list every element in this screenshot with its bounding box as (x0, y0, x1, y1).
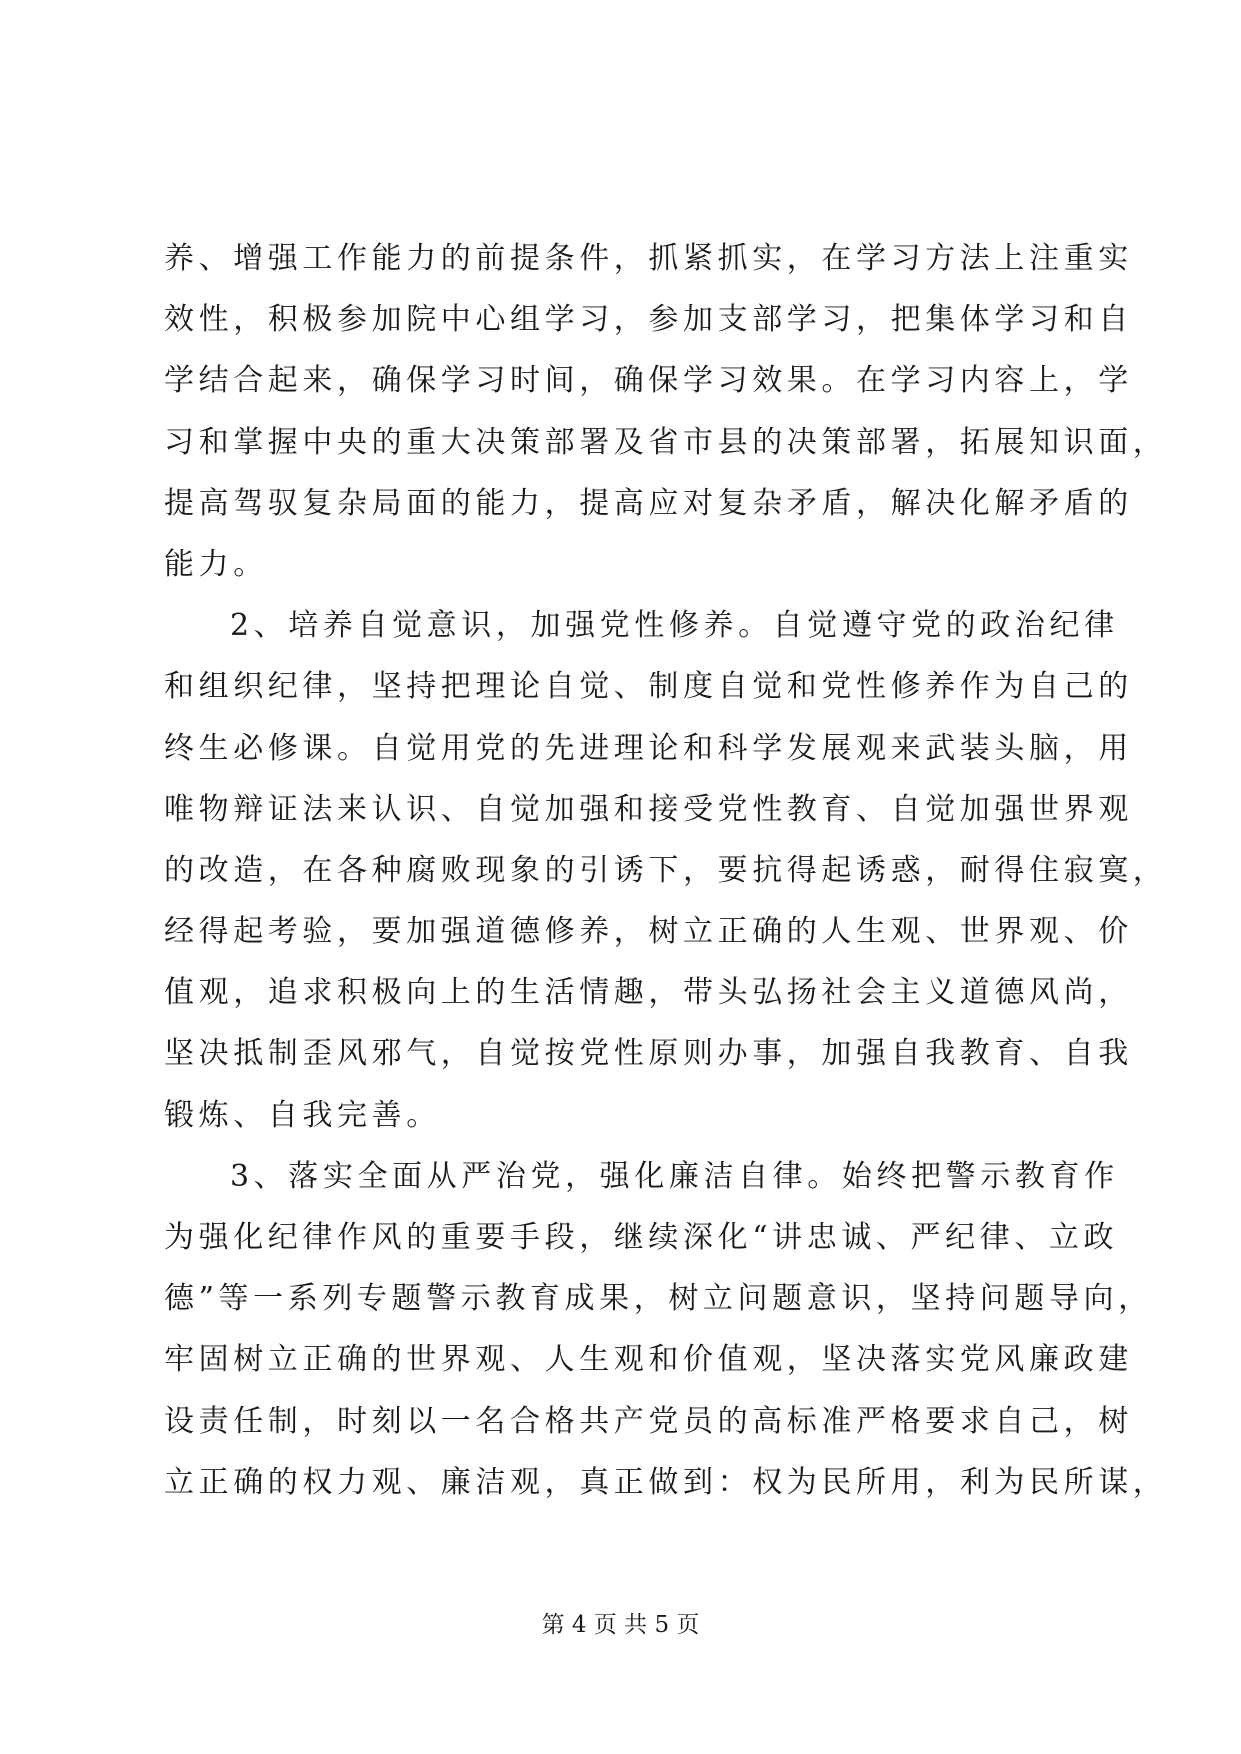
text-line: 值观，追求积极向上的生活情趣，带头弘扬社会主义道德风尚， (164, 975, 1133, 1011)
paragraph-1 (164, 228, 1168, 595)
text-line: 能力。 (164, 546, 268, 582)
text-line: 3、落实全面从严治党，强化廉洁自律。始终把警示教育作 (230, 1158, 1119, 1194)
text-line: 牢固树立正确的世界观、人生观和价值观，坚决落实党风廉政建 (164, 1342, 1133, 1378)
text-line: 2、培养自觉意识，加强党性修养。自觉遵守党的政治纪律 (230, 608, 1119, 644)
text-line: 立正确的权力观、廉洁观，真正做到：权为民所用，利为民所谋， (164, 1464, 1168, 1500)
text-line: 为强化纪律作风的重要手段，继续深化“讲忠诚、严纪律、立政 (164, 1220, 1119, 1255)
text-line: 唯物辩证法来认识、自觉加强和接受党性教育、自觉加强世界观 (164, 791, 1133, 827)
text-line: 养、增强工作能力的前提条件，抓紧抓实，在学习方法上注重实 (164, 241, 1133, 276)
text-line: 学结合起来，确保学习时间，确保学习效果。在学习内容上，学 (164, 363, 1133, 399)
text-line: 坚决抵制歪风邪气，自觉按党性原则办事，加强自我教育、自我 (164, 1036, 1133, 1072)
text-line: 习和掌握中央的重大决策部署及省市县的决策部署，拓展知识面， (164, 424, 1168, 460)
document-body (164, 228, 1168, 1513)
text-line: 终生必修课。自觉用党的先进理论和科学发展观来武装头脑，用 (164, 730, 1133, 766)
text-line: 提高驾驭复杂局面的能力，提高应对复杂矛盾，解决化解矛盾的 (164, 485, 1133, 521)
text-line: 的改造，在各种腐败现象的引诱下，要抗得起诱惑，耐得住寂寞， (164, 852, 1168, 888)
text-line: 效性，积极参加院中心组学习，参加支部学习，把集体学习和自 (164, 302, 1133, 338)
paragraph-2 (164, 595, 1168, 1146)
text-line: 设责任制，时刻以一名合格共产党员的高标准严格要求自己，树 (164, 1403, 1133, 1439)
paragraph-3 (164, 1146, 1168, 1513)
text-line: 经得起考验，要加强道德修养，树立正确的人生观、世界观、价 (164, 914, 1133, 950)
text-line: 德”等一系列专题警示教育成果，树立问题意识，坚持问题导向， (164, 1281, 1153, 1317)
text-line: 和组织纪律，坚持把理论自觉、制度自觉和党性修养作为自己的 (164, 669, 1133, 705)
page-number-footer: 第 4 页 共 5 页 (541, 1612, 700, 1638)
text-line: 锻炼、自我完善。 (164, 1097, 441, 1133)
